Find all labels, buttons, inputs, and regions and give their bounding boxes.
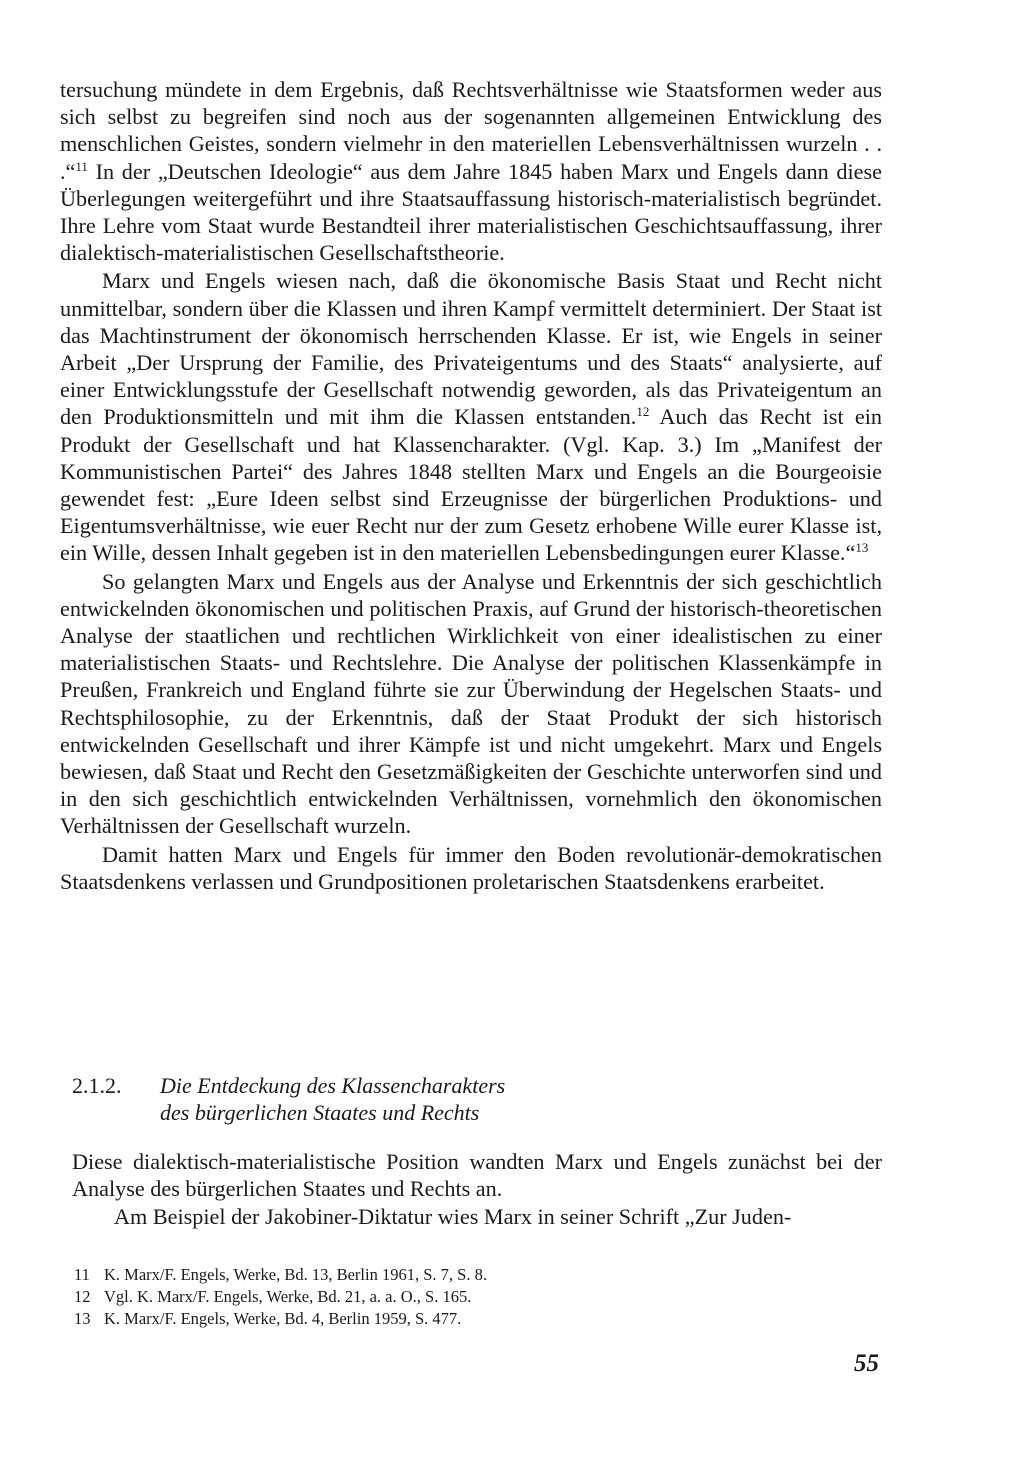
- footnote-text: K. Marx/F. Engels, Werke, Bd. 13, Berlin 1961, S. 7, S. 8.: [104, 1265, 487, 1284]
- footnote-number: 11: [74, 1265, 90, 1284]
- footnote-item: [74, 1264, 487, 1286]
- paragraph-6: Am Beispiel der Jakobiner-Diktatur wies Marx in seiner Schrift „Zur Juden-: [114, 1204, 792, 1230]
- footnote-text: K. Marx/F. Engels, Werke, Bd. 4, Berlin 1959, S. 477.: [104, 1309, 462, 1328]
- section-title-line-1: Die Entdeckung des Klassencharakters: [160, 1073, 506, 1098]
- section-text: [72, 1148, 882, 1231]
- footnote-number: 13: [74, 1309, 91, 1328]
- footnote-ref-12[interactable]: 12: [636, 404, 650, 420]
- paragraph-5: Diese dialektisch-materialistische Position wandten Marx und Engels zunächst bei der Analyse des bürgerlichen Staates und Rechts an.: [72, 1149, 882, 1202]
- section-number: 2.1.2.: [72, 1073, 122, 1098]
- footnotes: [74, 1264, 487, 1330]
- paragraph-4: Damit hatten Marx und Engels für immer den Boden revolutionär-demokratischen Staatsdenkens verlassen und Grundpositionen proletarischen Staatsdenkens erarbeitet.: [60, 841, 882, 894]
- page-number: 55: [854, 1350, 879, 1377]
- paragraph-3: So gelangten Marx und Engels aus der Analyse und Erkenntnis der sich geschichtlich entwickelnden ökonomischen und politischen Praxis, auf Grund der historisch-theoretischen Analyse der staatlichen und rechtlichen Wirklichkeit von einer idealistischen zu einer materialistischen Staats- und Rechtslehre. Die Analyse der politischen Klassenkämpfe in Preußen, Frankreich und England führte sie zur Überwindung der Hegelschen Staats- und Rechtsphilosophie, zu der Erkenntnis, daß der Staat Produkt der sich historisch entwickelnden Gesellschaft und ihrer Kämpfe ist und nicht umgekehrt. Marx und Engels bewiesen, daß Staat und Recht den Gesetzmäßigkeiten der Geschichte unterworfen sind und in den sich geschichtlich entwickelnden Verhältnissen, vornehmlich den ökonomischen Verhältnissen der Gesellschaft wurzeln.: [60, 568, 882, 839]
- footnote-text: Vgl. K. Marx/F. Engels, Werke, Bd. 21, a. a. O., S. 165.: [104, 1287, 472, 1306]
- footnote-number: 12: [74, 1287, 91, 1306]
- footnote-item: [74, 1308, 487, 1330]
- section-title-line-2: des bürgerlichen Staates und Rechts: [160, 1100, 480, 1125]
- main-text: [60, 76, 882, 895]
- footnote-ref-13[interactable]: 13: [855, 540, 869, 556]
- footnote-ref-11[interactable]: 11: [75, 158, 88, 174]
- footnote-item: [74, 1286, 487, 1308]
- paragraph-1: tersuchung mündete in dem Ergebnis, daß Rechtsverhältnisse wie Staatsformen weder aus sich selbst zu begreifen sind noch aus der sogenannten allgemeinen Entwicklung des menschlichen Geistes, sondern vielmehr in den materiellen Lebensverhältnissen wurzeln . . .“$^{11}$ In der „Deutschen Ideologie“ aus dem Jahre 1845 haben Marx und Engels dann diese Überlegungen weitergeführt und ihre Staatsauffassung historisch-materialistisch begründet. Ihre Lehre vom Staat wurde Bestandteil ihrer materialistischen Geschichtsauffassung, ihrer dialektisch-materialistischen Gesellschaftstheorie.: [60, 77, 882, 266]
- paragraph-2: Marx und Engels wiesen nach, daß die ökonomische Basis Staat und Recht nicht unmittelbar, sondern über die Klassen und ihren Kampf vermittelt determiniert. Der Staat ist das Machtinstrument der ökonomisch herrschenden Klasse. Er ist, wie Engels in seiner Arbeit „Der Ursprung der Familie, des Privateigentums und des Staats“ analysierte, auf einer Entwicklungsstufe der Gesellschaft notwendig geworden, als das Privateigentum an den Produktionsmitteln und mit ihm die Klassen entstanden.$^{12}$ Auch das Recht ist ein Produkt der Gesellschaft und hat Klassencharakter. (Vgl. Kap. 3.) Im „Manifest der Kommunistischen Partei“ des Jahres 1848 stellten Marx und Engels an die Bourgeoisie gewendet fest: „Eure Ideen selbst sind Erzeugnisse der bürgerlichen Produktions- und Eigentumsverhältnisse, wie euer Recht nur der zum Gesetz erhobene Wille eurer Klasse ist, ein Wille, dessen Inhalt gegeben ist in den materiellen Lebensbedingungen eurer Klasse.“$^{13}$: [60, 268, 882, 566]
